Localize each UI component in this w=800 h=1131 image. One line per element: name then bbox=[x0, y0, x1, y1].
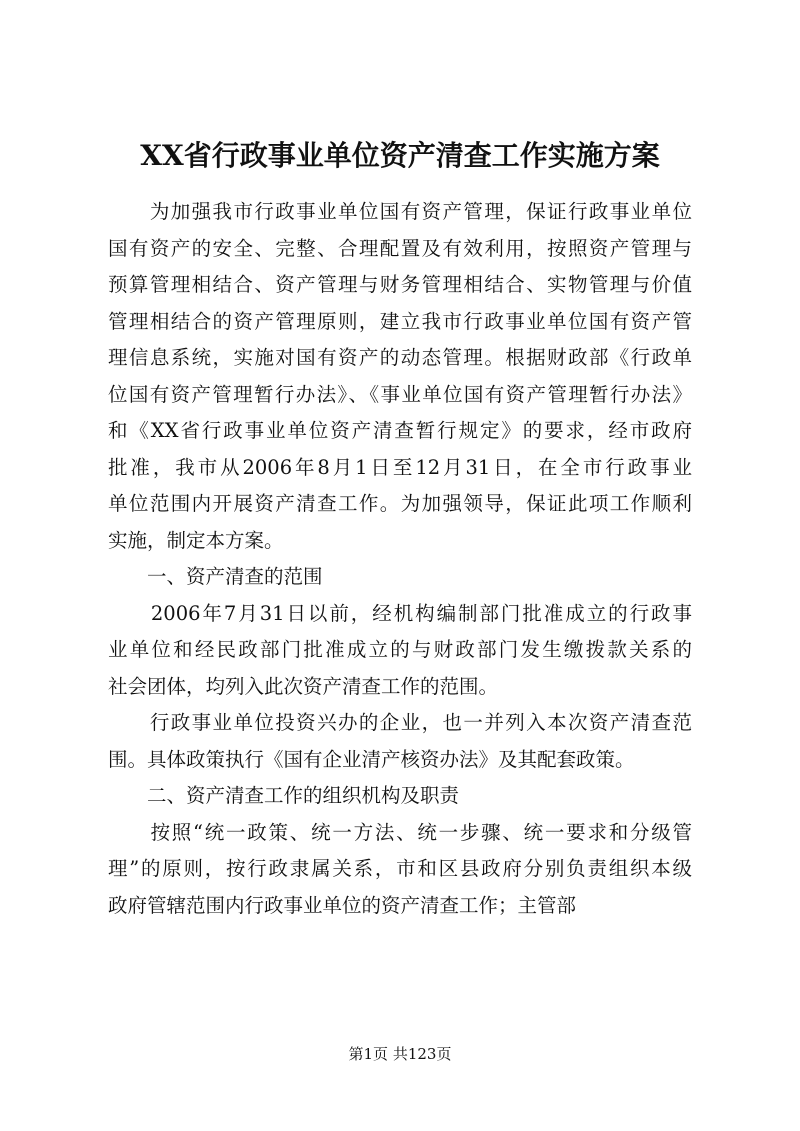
text-line: 业单位和经民政部门批准成立的与财政部门发生缴拨款关系的 bbox=[108, 638, 692, 661]
text-line: 二、资产清查工作的组织机构及职责 bbox=[108, 784, 460, 807]
text-line: 理信息系统，实施对国有资产的动态管理。根据财政部《行政单 bbox=[108, 346, 692, 369]
text-line: 一、资产清查的范围 bbox=[108, 565, 323, 588]
text-line: 2006年7月31日以前，经机构编制部门批准成立的行政事 bbox=[108, 601, 692, 625]
text-line: 预算管理相结合、资产管理与财务管理相结合、实物管理与价值 bbox=[108, 273, 692, 296]
text-line: 社会团体，均列入此次资产清查工作的范围。 bbox=[108, 674, 499, 698]
text-line: 政府管辖范围内行政事业单位的资产清查工作；主管部 bbox=[108, 893, 577, 917]
text-line: 和《XX省行政事业单位资产清查暂行规定》的要求，经市政府 bbox=[108, 419, 692, 442]
document-body bbox=[108, 194, 692, 924]
text-line: 实施，制定本方案。 bbox=[108, 528, 284, 552]
text-line: 单位范围内开展资产清查工作。为加强领导，保证此项工作顺利 bbox=[108, 492, 692, 515]
text-line: 按照“统一政策、统一方法、统一步骤、统一要求和分级管 bbox=[108, 820, 692, 844]
text-line: 为加强我市行政事业单位国有资产管理，保证行政事业单位 bbox=[108, 200, 692, 223]
text-line: 行政事业单位投资兴办的企业，也一并列入本次资产清查范 bbox=[108, 711, 692, 734]
page-footer: 第1页 共123页 bbox=[348, 1045, 452, 1063]
text-line: 位国有资产管理暂行办法》、《事业单位国有资产管理暂行办法》 bbox=[108, 382, 692, 406]
text-line: 批准，我市从2006年8月1日至12月31日，在全市行政事业 bbox=[108, 455, 692, 479]
text-line: 理”的原则，按行政隶属关系，市和区县政府分别负责组织本级 bbox=[108, 857, 692, 880]
document-title: XX省行政事业单位资产清查工作实施方案 bbox=[140, 139, 660, 172]
text-line: 围。具体政策执行《国有企业清产核资办法》及其配套政策。 bbox=[108, 747, 635, 771]
text-line: 国有资产的安全、完整、合理配置及有效利用，按照资产管理与 bbox=[108, 236, 692, 260]
text-line: 管理相结合的资产管理原则，建立我市行政事业单位国有资产管 bbox=[108, 309, 692, 333]
